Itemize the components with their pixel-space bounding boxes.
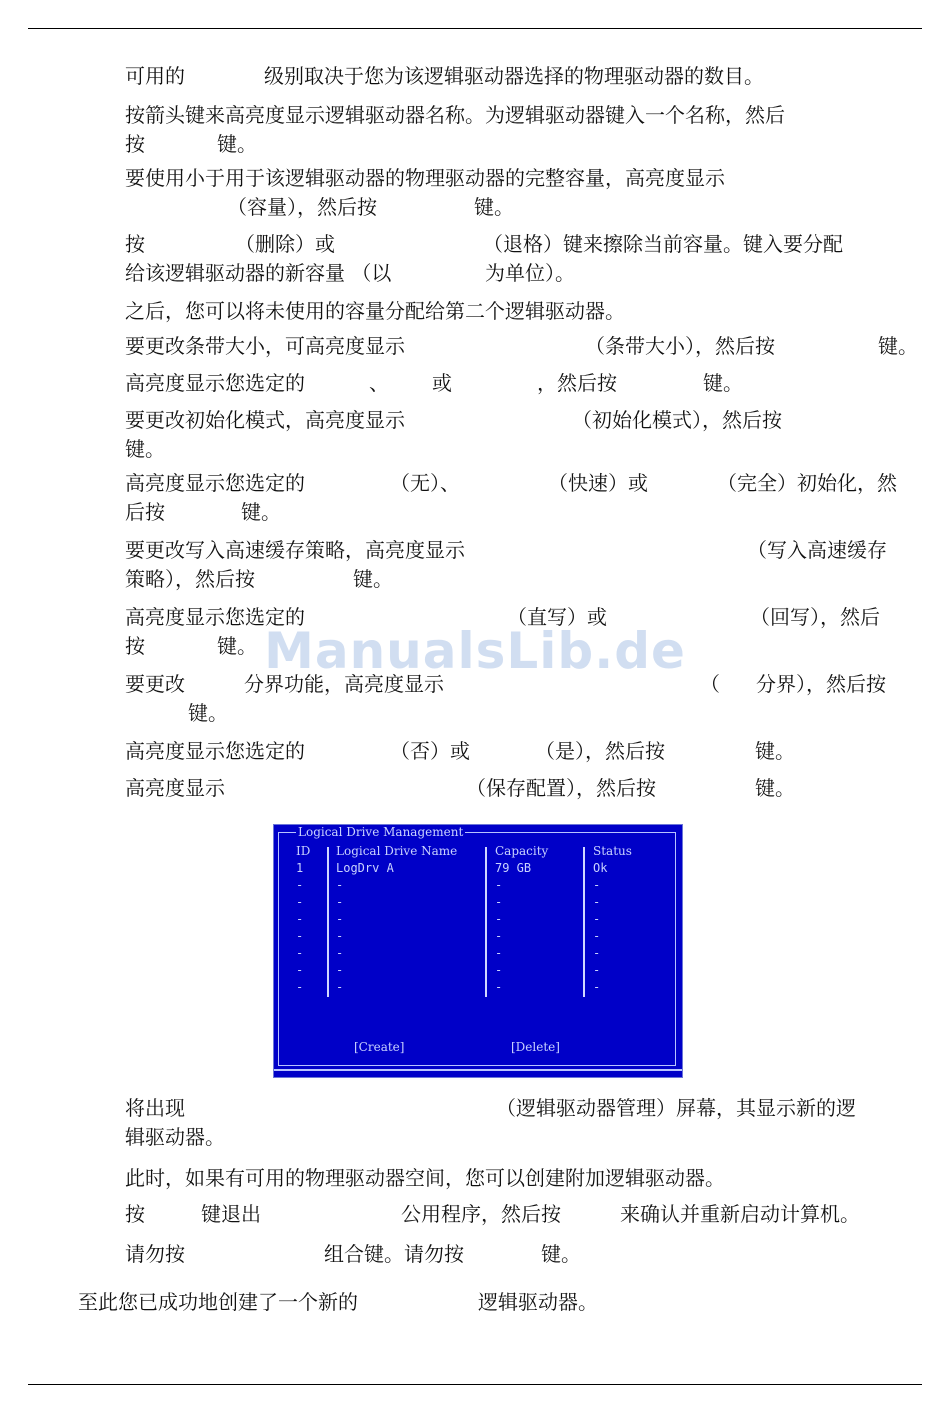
- text-segment: 至此您已成功地创建了一个新的: [78, 1290, 358, 1314]
- column-divider: [327, 847, 329, 997]
- text-segment: 辑驱动器。: [125, 1125, 225, 1149]
- text-segment: 分界），然后按: [756, 672, 886, 696]
- text-segment: 将出现: [125, 1096, 185, 1120]
- column-header-name: Logical Drive Name: [336, 844, 458, 858]
- watermark-logo: ManualsLib.de: [264, 622, 686, 680]
- text-segment: （删除）或: [235, 232, 335, 256]
- text-segment: 按: [125, 132, 145, 156]
- text-segment: 要更改: [125, 672, 185, 696]
- text-segment: 按箭头键来高亮度显示逻辑驱动器名称。为逻辑驱动器键入一个名称，然后: [125, 103, 785, 127]
- text-segment: 高亮度显示您选定的: [125, 471, 305, 495]
- text-segment: （否）或: [390, 739, 470, 763]
- row-id: -: [296, 980, 304, 994]
- text-segment: （直写）或: [507, 605, 607, 629]
- row-capacity: -: [495, 912, 503, 926]
- row-id: -: [296, 963, 304, 977]
- text-segment: 键。: [217, 132, 257, 156]
- delete-button[interactable]: [Delete]: [511, 1040, 560, 1054]
- text-segment: 键。: [755, 776, 795, 800]
- row-id: -: [296, 912, 304, 926]
- row-status: Ok: [593, 861, 608, 875]
- column-header-id: ID: [296, 844, 311, 858]
- text-segment: 为单位）。: [485, 261, 575, 285]
- row-id: -: [296, 878, 304, 892]
- row-name: -: [336, 895, 344, 909]
- text-segment: 高亮度显示您选定的: [125, 739, 305, 763]
- screen-title: Logical Drive Management: [298, 825, 464, 839]
- row-name: -: [336, 963, 344, 977]
- top-rule: [28, 28, 922, 29]
- text-segment: （无）、: [390, 471, 460, 495]
- row-name: -: [336, 929, 344, 943]
- row-name: -: [336, 980, 344, 994]
- text-segment: （初始化模式），然后按: [572, 408, 782, 432]
- row-capacity: -: [495, 963, 503, 977]
- row-capacity: -: [495, 946, 503, 960]
- bottom-rule: [28, 1384, 922, 1385]
- row-status: -: [593, 912, 601, 926]
- create-button[interactable]: [Create]: [354, 1040, 405, 1054]
- text-segment: 按: [125, 634, 145, 658]
- text-segment: 键。: [353, 567, 393, 591]
- row-status: -: [593, 963, 601, 977]
- row-status: -: [593, 878, 601, 892]
- text-segment: （: [700, 672, 720, 696]
- text-segment: （是），然后按: [535, 739, 665, 763]
- text-segment: 按: [125, 1202, 145, 1226]
- column-divider: [485, 847, 487, 997]
- text-segment: （条带大小），然后按: [585, 334, 775, 358]
- text-segment: 之后，您可以将未使用的容量分配给第二个逻辑驱动器。: [125, 299, 625, 323]
- row-capacity: -: [495, 878, 503, 892]
- text-segment: （容量），然后按: [227, 195, 377, 219]
- text-segment: （完全）初始化，然: [717, 471, 897, 495]
- text-segment: 键。: [541, 1242, 581, 1266]
- text-segment: 组合键。请勿按: [324, 1242, 464, 1266]
- row-status: -: [593, 929, 601, 943]
- text-segment: （写入高速缓存: [747, 538, 887, 562]
- text-segment: （回写），然后: [750, 605, 880, 629]
- row-id: -: [296, 929, 304, 943]
- row-capacity: -: [495, 980, 503, 994]
- row-id: -: [296, 946, 304, 960]
- screen-bottom-bar: [274, 1069, 682, 1071]
- text-segment: （保存配置），然后按: [466, 776, 656, 800]
- text-segment: （逻辑驱动器管理）屏幕，其显示新的逻: [496, 1096, 856, 1120]
- text-segment: （退格）键来擦除当前容量。键入要分配: [483, 232, 843, 256]
- row-name: -: [336, 946, 344, 960]
- text-segment: 逻辑驱动器。: [478, 1290, 598, 1314]
- text-segment: 键。: [217, 634, 257, 658]
- column-divider: [583, 847, 585, 997]
- row-id: 1: [296, 861, 304, 875]
- text-segment: 键。: [878, 334, 918, 358]
- text-segment: 公用程序，然后按: [401, 1202, 561, 1226]
- text-segment: 可用的: [125, 64, 185, 88]
- text-segment: 分界功能，高亮度显示: [244, 672, 444, 696]
- row-name: -: [336, 912, 344, 926]
- row-status: -: [593, 895, 601, 909]
- text-segment: 键。: [125, 437, 165, 461]
- text-segment: 此时，如果有可用的物理驱动器空间，您可以创建附加逻辑驱动器。: [125, 1166, 725, 1190]
- text-segment: 键退出: [201, 1202, 261, 1226]
- text-segment: 高亮度显示您选定的: [125, 605, 305, 629]
- text-segment: 后按: [125, 500, 165, 524]
- row-capacity: -: [495, 929, 503, 943]
- text-segment: 策略），然后按: [125, 567, 255, 591]
- row-name: -: [336, 878, 344, 892]
- text-segment: 级别取决于您为该逻辑驱动器选择的物理驱动器的数目。: [264, 64, 764, 88]
- text-segment: 高亮度显示: [125, 776, 225, 800]
- row-name: LogDrv A: [336, 861, 394, 875]
- text-segment: 请勿按: [125, 1242, 185, 1266]
- column-header-status: Status: [593, 844, 632, 858]
- text-segment: 键。: [703, 371, 743, 395]
- text-segment: 要更改条带大小，可高亮度显示: [125, 334, 405, 358]
- logical-drive-management-screen: [273, 824, 683, 1078]
- text-segment: 来确认并重新启动计算机。: [620, 1202, 860, 1226]
- text-segment: 、: [369, 371, 389, 395]
- text-segment: 键。: [188, 701, 228, 725]
- text-segment: 键。: [474, 195, 514, 219]
- row-status: -: [593, 946, 601, 960]
- text-segment: ，然后按: [537, 371, 617, 395]
- column-header-capacity: Capacity: [495, 844, 549, 858]
- text-segment: （快速）或: [548, 471, 648, 495]
- row-status: -: [593, 980, 601, 994]
- text-segment: 要使用小于用于该逻辑驱动器的物理驱动器的完整容量，高亮度显示: [125, 166, 725, 190]
- text-segment: 按: [125, 232, 145, 256]
- row-capacity: -: [495, 895, 503, 909]
- text-segment: 要更改写入高速缓存策略，高亮度显示: [125, 538, 465, 562]
- text-segment: 高亮度显示您选定的: [125, 371, 305, 395]
- text-segment: 或: [432, 371, 452, 395]
- text-segment: 键。: [241, 500, 281, 524]
- row-capacity: 79 GB: [495, 861, 532, 875]
- text-segment: 要更改初始化模式，高亮度显示: [125, 408, 405, 432]
- text-segment: 给该逻辑驱动器的新容量 （以: [125, 261, 392, 285]
- row-id: -: [296, 895, 304, 909]
- text-segment: 键。: [755, 739, 795, 763]
